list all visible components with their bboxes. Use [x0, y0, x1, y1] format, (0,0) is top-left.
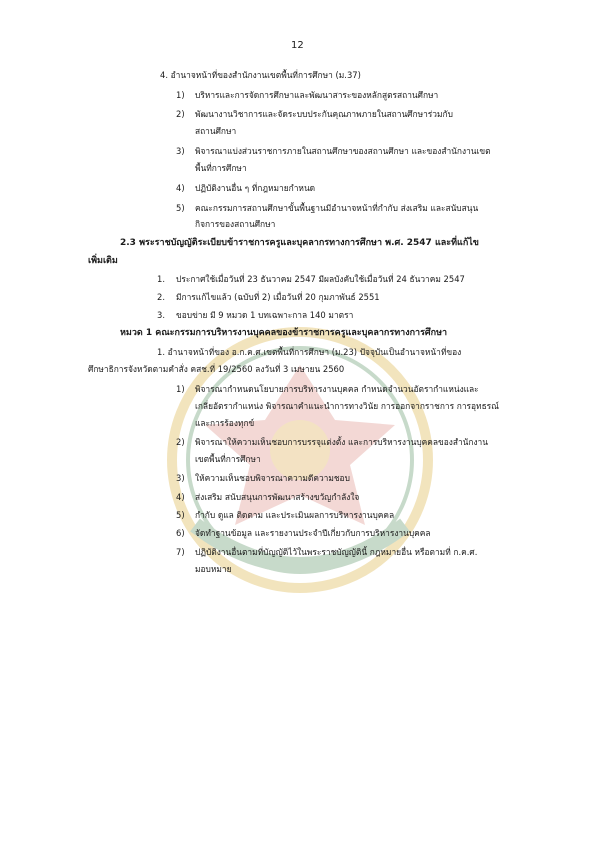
- list-item: สถานศึกษา: [195, 126, 237, 136]
- list-item-number: 4): [176, 183, 185, 193]
- list-item-number: 2): [176, 109, 185, 119]
- list-item: จัดทำฐานข้อมูล และรายงานประจำปีเกี่ยวกับการบริหารงานบุคคล: [195, 528, 431, 538]
- section-2-3-heading-cont: เพิ่มเติม: [88, 256, 118, 266]
- list-item: คณะกรรมการสถานศึกษาขั้นพื้นฐานมีอำนาจหน้าที่กำกับ ส่งเสริม และสนับสนุน: [195, 203, 479, 213]
- list-item: ขอบข่าย มี 9 หมวด 1 บทเฉพาะกาล 140 มาตรา: [176, 310, 354, 320]
- list-item-number: 1.: [157, 274, 165, 284]
- list-item-number: 1): [176, 384, 185, 394]
- chapter-1-intro: 1. อำนาจหน้าที่ของ อ.ก.ค.ศ.เขตพื้นที่การศึกษา (ม.23) ปัจจุบันเป็นอำนาจหน้าที่ของ: [157, 347, 462, 357]
- list-item-number: 1): [176, 90, 185, 100]
- list-item: ให้ความเห็นชอบพิจารณาความดีความชอบ: [195, 473, 350, 483]
- list-item: บริหารและการจัดการศึกษาและพัฒนาสาระของหลักสูตรสถานศึกษา: [195, 90, 439, 100]
- list-item: พัฒนางานวิชาการและจัดระบบประกันคุณภาพภายในสถานศึกษาร่วมกับ: [195, 109, 453, 119]
- list-item: เกลี่ยอัตรากำแหน่ง พิจารณาคำแนะนำการทางวินัย การออกจากราชการ การอุทธรณ์: [195, 401, 499, 411]
- list-item: กิจการของสถานศึกษา: [195, 219, 276, 229]
- page-number: 12: [291, 40, 304, 51]
- list-item: เขตพื้นที่การศึกษา: [195, 454, 261, 464]
- list-item-number: 3): [176, 473, 185, 483]
- section-4-heading: 4. อำนาจหน้าที่ของสำนักงานเขตพื้นที่การศึกษา (ม.37): [160, 70, 361, 80]
- chapter-1-intro-cont: ศึกษาธิการจังหวัดตามคำสั่ง คสช.ที่ 19/2560 ลงวันที่ 3 เมษายน 2560: [88, 364, 345, 374]
- list-item: มอบหมาย: [195, 564, 232, 574]
- list-item: ส่งเสริม สนับสนุนการพัฒนาสร้างขวัญกำลังใจ: [195, 492, 360, 502]
- list-item: ปฏิบัติงานอื่นตามที่บัญญัติไว้ในพระราชบัญญัตินี้ กฎหมายอื่น หรือตามที่ ก.ค.ศ.: [195, 547, 478, 557]
- list-item-number: 6): [176, 528, 185, 538]
- list-item-number: 3): [176, 146, 185, 156]
- list-item-number: 2): [176, 437, 185, 447]
- list-item: มีการแก้ไขแล้ว (ฉบับที่ 2) เมื่อวันที่ 20 กุมภาพันธ์ 2551: [176, 292, 380, 302]
- list-item-number: 4): [176, 492, 185, 502]
- list-item: กำกับ ดูแล ติดตาม และประเมินผลการบริหารงานบุคคล: [195, 510, 395, 520]
- list-item-number: 7): [176, 547, 185, 557]
- list-item: ประกาศใช้เมื่อวันที่ 23 ธันวาคม 2547 มีผลบังคับใช้เมื่อวันที่ 24 ธันวาคม 2547: [176, 274, 465, 284]
- list-item-number: 5): [176, 203, 185, 213]
- list-item: และการร้องทุกข์: [195, 418, 255, 428]
- section-2-3-heading: 2.3 พระราชบัญญัติระเบียบข้าราชการครูและบุคลากรทางการศึกษา พ.ศ. 2547 และที่แก้ไข: [120, 238, 479, 248]
- list-item: ปฏิบัติงานอื่น ๆ ที่กฎหมายกำหนด: [195, 183, 316, 193]
- list-item-number: 5): [176, 510, 185, 520]
- list-item: พิจารณากำหนดนโยบายการบริหารงานบุคคล กำหนดจำนวนอัตรากำแหน่งและ: [195, 384, 479, 394]
- list-item: พิจารณาให้ความเห็นชอบการบรรจุแต่งตั้ง และการบริหารงานบุคคลของสำนักงาน: [195, 437, 488, 447]
- chapter-1-heading: หมวด 1 คณะกรรมการบริหารงานบุคคลของข้าราชการครูและบุคลากรทางการศึกษา: [120, 328, 448, 338]
- list-item-number: 2.: [157, 292, 165, 302]
- list-item: พื้นที่การศึกษา: [195, 163, 247, 173]
- list-item-number: 3.: [157, 310, 165, 320]
- list-item: พิจารณาแบ่งส่วนราชการภายในสถานศึกษาของสถานศึกษา และของสำนักงานเขต: [195, 146, 491, 156]
